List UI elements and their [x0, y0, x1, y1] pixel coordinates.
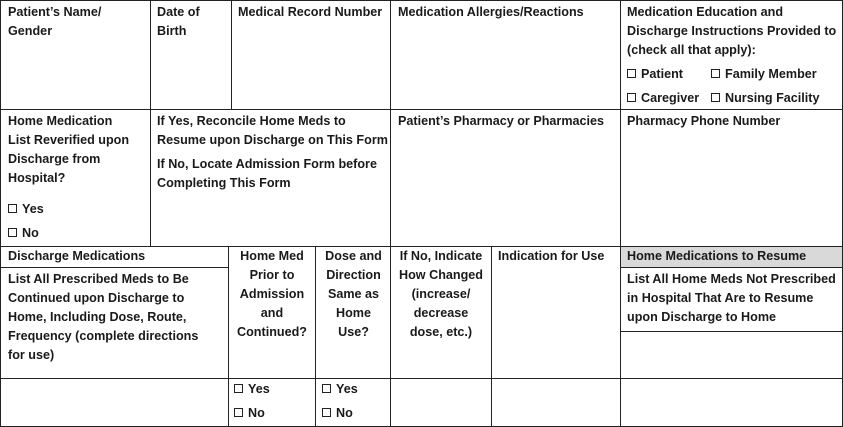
option-label: Yes [336, 382, 358, 396]
discharge-meds-label: Discharge Medications [8, 249, 146, 263]
home-med-option-yes[interactable] [8, 200, 44, 219]
if-no-indicate-label: If No, Indicate How Changed (increase/ decrease dose, etc.) [399, 249, 483, 339]
home-med-prior-option-yes[interactable] [234, 380, 270, 399]
checkbox-icon[interactable] [234, 408, 243, 417]
option-label: Yes [22, 202, 44, 216]
checkbox-icon[interactable] [322, 384, 331, 393]
option-label: Nursing Facility [725, 91, 820, 105]
discharge-meds-divider [0, 267, 228, 268]
option-label: Caregiver [641, 91, 700, 105]
checkbox-icon[interactable] [711, 69, 720, 78]
col-divider-3 [390, 0, 391, 427]
checkbox-icon[interactable] [711, 93, 720, 102]
option-label: Yes [248, 382, 270, 396]
resume-med-entry-field[interactable] [621, 332, 842, 426]
home-med-option-no[interactable] [8, 224, 39, 243]
education-option-family[interactable] [711, 65, 817, 84]
dose-same-option-yes[interactable] [322, 380, 358, 399]
checkbox-icon[interactable] [8, 228, 17, 237]
pharmacy-label: Patient’s Pharmacy or Pharmacies [398, 114, 605, 128]
pharmacy-phone-label: Pharmacy Phone Number [627, 114, 781, 128]
home-med-list-label: Home Medication List Reverified upon Discharge from Hospital? [8, 114, 130, 185]
education-option-nursing[interactable] [711, 89, 819, 108]
resume-header-divider [620, 267, 843, 268]
option-label: Family Member [725, 67, 817, 81]
dob-label: Date of Birth [157, 5, 200, 38]
if-no-instruction: If No, Locate Admission Form before Completing This Form [157, 157, 377, 190]
resume-header: Home Medications to Resume [627, 249, 807, 263]
checkbox-icon[interactable] [627, 93, 636, 102]
row-divider-1 [0, 109, 843, 110]
discharge-meds-description: List All Prescribed Meds to Be Continued upon Discharge to Home, Including Dose, Route, Frequency (complete directions for use) [8, 272, 199, 362]
education-option-caregiver[interactable] [627, 89, 699, 108]
resume-description: List All Home Meds Not Prescribed in Hospital That Are to Resume upon Discharge to Home [627, 272, 836, 324]
dose-same-option-no[interactable] [322, 404, 353, 423]
home-med-prior-label: Home Med Prior to Admission and Continued? [237, 249, 307, 339]
option-label: No [248, 406, 265, 420]
discharge-med-entry-field[interactable] [1, 379, 228, 426]
dose-direction-label: Dose and Direction Same as Home Use? [325, 249, 382, 339]
border-top [0, 0, 843, 1]
checkbox-icon[interactable] [8, 204, 17, 213]
indication-entry-field[interactable] [492, 379, 620, 426]
checkbox-icon[interactable] [322, 408, 331, 417]
education-label: Medication Education and Discharge Instructions Provided to (check all that apply): [627, 5, 837, 57]
checkbox-icon[interactable] [234, 384, 243, 393]
option-label: Patient [641, 67, 683, 81]
row1-col-divider-1 [150, 0, 151, 246]
how-changed-entry-field[interactable] [391, 379, 491, 426]
option-label: No [22, 226, 39, 240]
home-med-prior-option-no[interactable] [234, 404, 265, 423]
option-label: No [336, 406, 353, 420]
border-left [0, 0, 1, 427]
indication-label: Indication for Use [498, 249, 605, 263]
if-yes-instruction: If Yes, Reconcile Home Meds to Resume upon Discharge on This Form [157, 114, 388, 147]
allergies-label: Medication Allergies/Reactions [398, 5, 584, 19]
checkbox-icon[interactable] [627, 69, 636, 78]
education-option-patient[interactable] [627, 65, 683, 84]
mrn-label: Medical Record Number [238, 5, 383, 19]
row1-col-divider-2 [231, 0, 232, 109]
patient-name-label: Patient’s Name/ Gender [8, 5, 102, 38]
